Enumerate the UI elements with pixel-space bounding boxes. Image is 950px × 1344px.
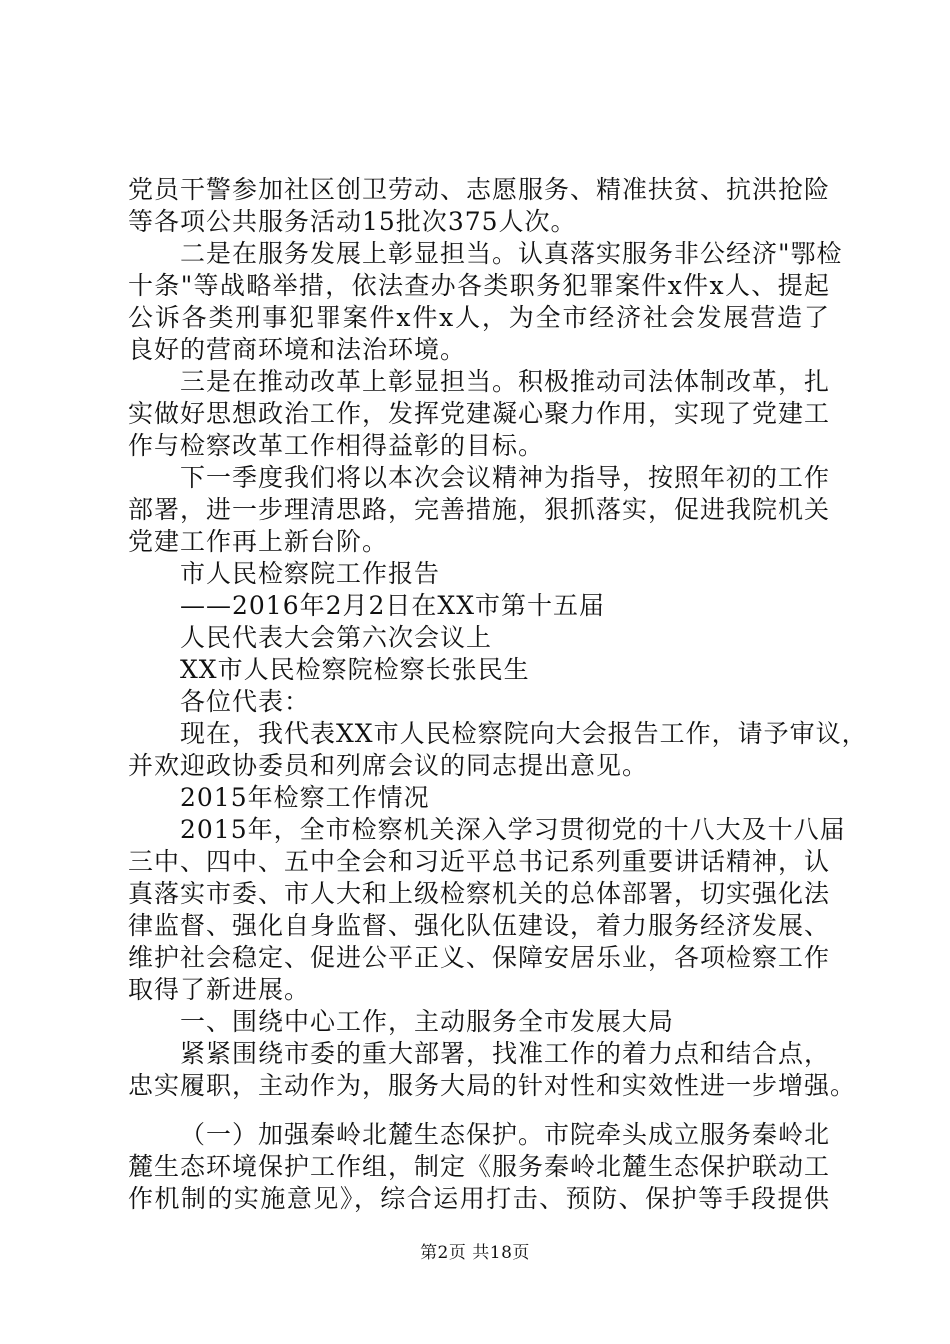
text-line-7: 三是在推动改革上彰显担当。积极推动司法体制改革，扎 — [180, 367, 831, 396]
text-line-30: （一）加强秦岭北麓生态保护。市院牵头成立服务秦岭北 — [180, 1120, 831, 1149]
text-line-10: 下一季度我们将以本次会议精神为指导，按照年初的工作 — [180, 463, 831, 492]
text-line-24: 律监督、强化自身监督、强化队伍建设，着力服务经济发展、 — [128, 911, 831, 940]
text-line-5: 公诉各类刑事犯罪案件x件x人，为全市经济社会发展营造了 — [128, 303, 830, 332]
text-line-6: 良好的营商环境和法治环境。 — [128, 335, 467, 364]
report-author-line: XX市人民检察院检察长张民生 — [180, 655, 530, 684]
section-heading-1: 一、围绕中心工作，主动服务全市发展大局 — [180, 1007, 675, 1036]
text-line-2: 等各项公共服务活动15批次375人次。 — [128, 207, 577, 236]
text-line-26: 取得了新进展。 — [128, 975, 311, 1004]
text-line-31: 麓生态环境保护工作组，制定《服务秦岭北麓生态保护联动工 — [128, 1152, 831, 1181]
report-date-line: ——2016年2月2日在XX市第十五届 — [180, 591, 606, 620]
salutation: 各位代表： — [180, 687, 311, 716]
page-footer: 第2页 共18页 — [420, 1243, 530, 1263]
text-line-8: 实做好思想政治工作，发挥党建凝心聚力作用，实现了党建工 — [128, 399, 831, 428]
text-line-32: 作机制的实施意见》，综合运用打击、预防、保护等手段提供 — [128, 1184, 830, 1213]
text-line-1: 党员干警参加社区创卫劳动、志愿服务、精准扶贫、抗洪抢险 — [128, 175, 831, 204]
text-line-4: 十条"等战略举措，依法查办各类职务犯罪案件x件x人、提起 — [128, 271, 830, 300]
report-title: 市人民检察院工作报告 — [180, 559, 441, 588]
text-line-25: 维护社会稳定、促进公平正义、保障安居乐业，各项检察工作 — [128, 943, 831, 972]
section-heading-2015: 2015年检察工作情况 — [180, 783, 430, 812]
text-line-23: 真落实市委、市人大和上级检察机关的总体部署，切实强化法 — [128, 879, 831, 908]
text-line-19: 并欢迎政协委员和列席会议的同志提出意见。 — [128, 751, 649, 780]
text-line-12: 党建工作再上新台阶。 — [128, 527, 389, 556]
text-line-9: 作与检察改革工作相得益彰的目标。 — [128, 431, 545, 460]
text-line-3: 二是在服务发展上彰显担当。认真落实服务非公经济"鄂检 — [180, 239, 843, 268]
text-line-21: 2015年，全市检察机关深入学习贯彻党的十八大及十八届 — [180, 815, 846, 844]
text-line-11: 部署，进一步理清思路，完善措施，狠抓落实，促进我院机关 — [128, 495, 831, 524]
text-line-22: 三中、四中、五中全会和习近平总书记系列重要讲话精神，认 — [128, 847, 831, 876]
report-meeting-line: 人民代表大会第六次会议上 — [180, 623, 493, 652]
text-line-18: 现在，我代表XX市人民检察院向大会报告工作，请予审议， — [180, 719, 868, 748]
text-line-28: 紧紧围绕市委的重大部署，找准工作的着力点和结合点， — [180, 1039, 831, 1068]
text-line-29: 忠实履职，主动作为，服务大局的针对性和实效性进一步增强。 — [128, 1071, 857, 1100]
